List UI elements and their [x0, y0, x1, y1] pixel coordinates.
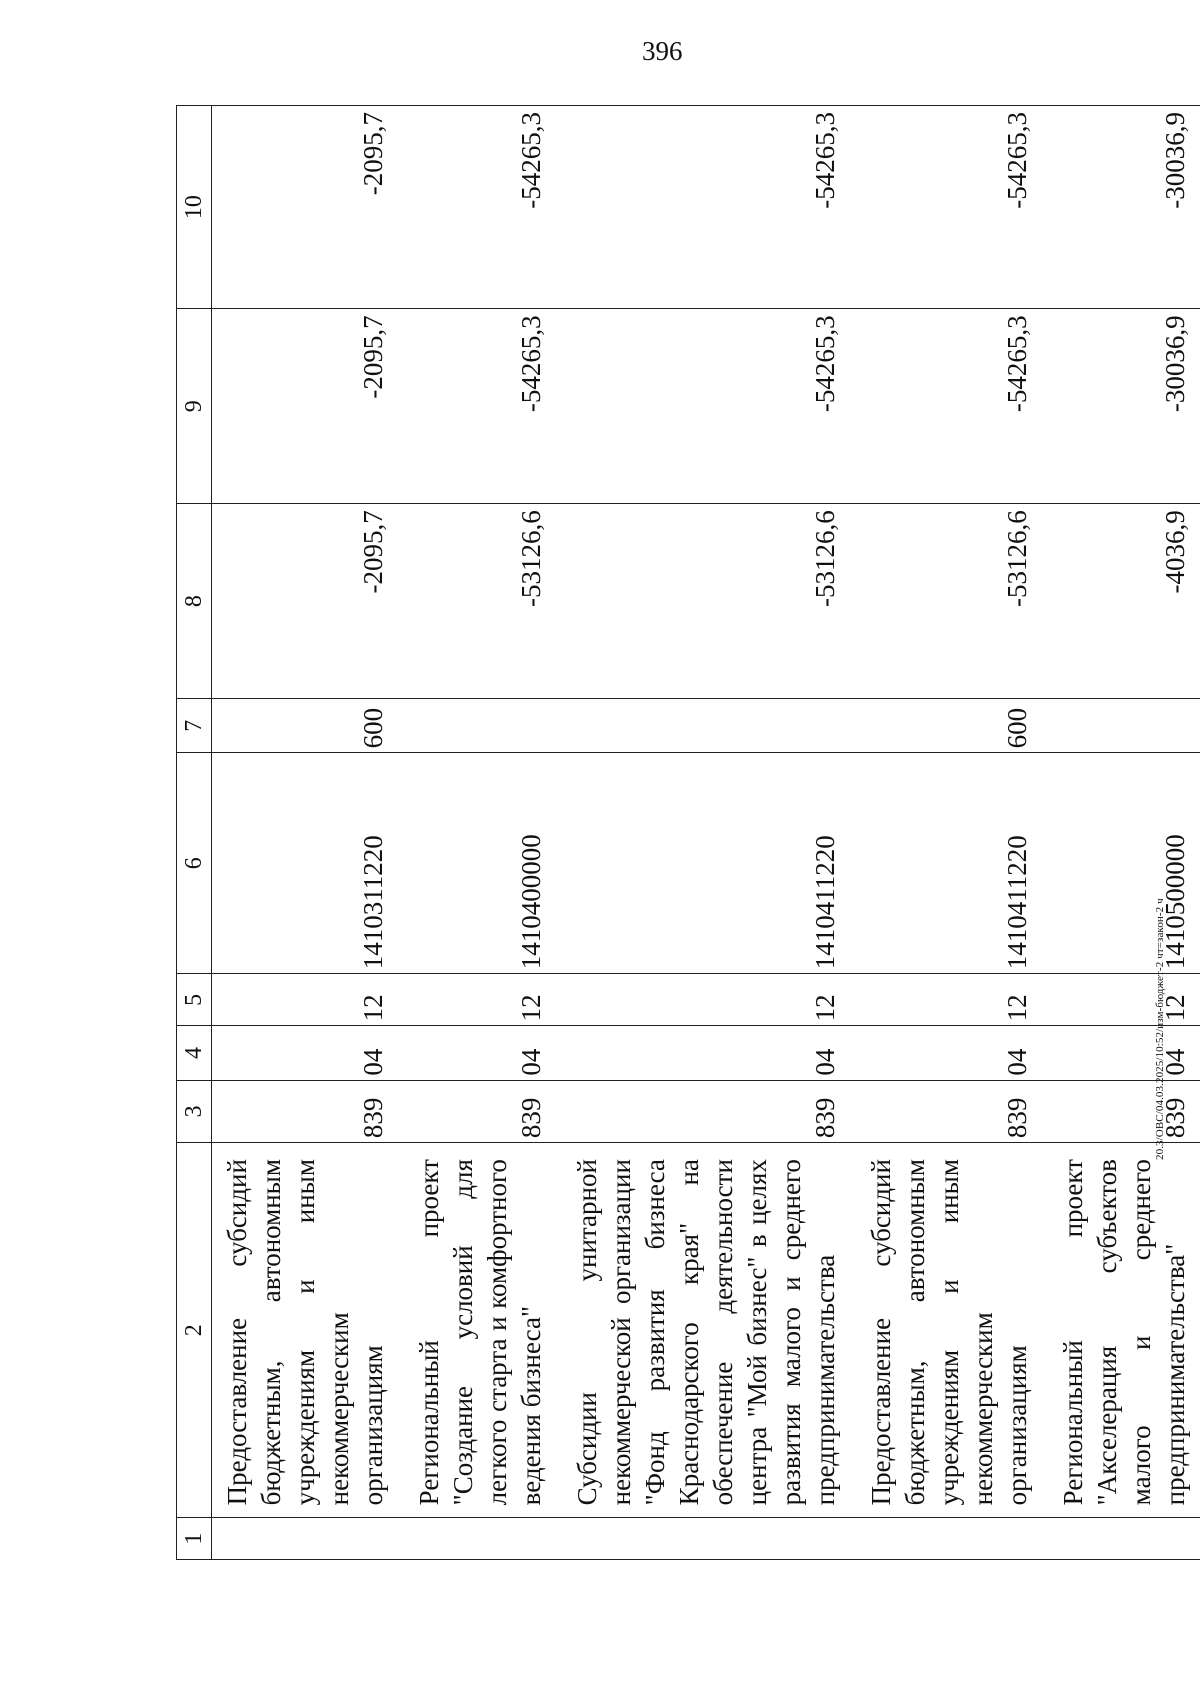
cell-c5: 12: [856, 974, 1048, 1026]
cell-c4: 04: [1048, 1026, 1200, 1080]
table-header-row: [177, 106, 212, 1560]
cell-c10: -54265,3: [562, 106, 856, 309]
table-row: [1048, 106, 1200, 1560]
table-row: [856, 106, 1048, 1560]
table-row: [212, 106, 405, 1560]
cell-description: Региональный проект "Создание условий для легкого старта и комфортного ведения бизнеса": [404, 1143, 562, 1518]
cell-c7: [1048, 699, 1200, 753]
cell-c10: -2095,7: [212, 106, 405, 309]
cell-c8: -2095,7: [212, 504, 405, 699]
column-header: 10: [177, 106, 212, 309]
cell-c7: 600: [856, 699, 1048, 753]
cell-c1: [562, 1518, 856, 1560]
cell-description: Предоставление субсидий бюджетным, автономным учреждениям и иным некоммерческим организациям: [856, 1143, 1048, 1518]
cell-c6: 1410500000: [1048, 753, 1200, 974]
cell-c9: -30036,9: [1048, 309, 1200, 504]
footer-note: 20.3/OBC/04.03.2025/10:52/изм-бюджет-2 чт=закон-2 ч: [1154, 898, 1166, 1160]
cell-c9: -54265,3: [404, 309, 562, 504]
cell-c7: [562, 699, 856, 753]
cell-c3: 839: [856, 1080, 1048, 1143]
cell-c10: -54265,3: [404, 106, 562, 309]
cell-c8: -53126,6: [562, 504, 856, 699]
cell-c7: [404, 699, 562, 753]
cell-c9: -54265,3: [562, 309, 856, 504]
column-header: 5: [177, 974, 212, 1026]
column-header: 6: [177, 753, 212, 974]
cell-c6: 1410411220: [856, 753, 1048, 974]
cell-c3: 839: [1048, 1080, 1200, 1143]
cell-description: Субсидии унитарной некоммерческой организации "Фонд развития бизнеса Краснодарского края" на обеспечение деятельности центра "Мой бизнес" в целях развития малого и среднего предпринимательства: [562, 1143, 856, 1518]
cell-c8: -53126,6: [404, 504, 562, 699]
cell-c3: 839: [212, 1080, 405, 1143]
cell-c9: -54265,3: [856, 309, 1048, 504]
cell-c8: -4036,9: [1048, 504, 1200, 699]
budget-table: [176, 105, 1200, 1560]
cell-c10: -30036,9: [1048, 106, 1200, 309]
cell-c5: 12: [404, 974, 562, 1026]
cell-c5: 12: [212, 974, 405, 1026]
cell-description: Предоставление субсидий бюджетным, автономным учреждениям и иным некоммерческим организациям: [212, 1143, 405, 1518]
cell-c5: 12: [1048, 974, 1200, 1026]
page-number: 396: [642, 36, 683, 66]
cell-c1: [1048, 1518, 1200, 1560]
cell-c4: 04: [212, 1026, 405, 1080]
cell-c8: -53126,6: [856, 504, 1048, 699]
cell-c4: 04: [562, 1026, 856, 1080]
cell-c7: 600: [212, 699, 405, 753]
cell-c3: 839: [404, 1080, 562, 1143]
column-header: 7: [177, 699, 212, 753]
cell-c9: -2095,7: [212, 309, 405, 504]
cell-c4: 04: [856, 1026, 1048, 1080]
cell-c5: 12: [562, 974, 856, 1026]
column-header: 1: [177, 1518, 212, 1560]
column-header: 9: [177, 309, 212, 504]
column-header: 8: [177, 504, 212, 699]
cell-c1: [856, 1518, 1048, 1560]
cell-description: Региональный проект "Акселерация субъектов малого и среднего предпринимательства": [1048, 1143, 1200, 1518]
table-row: [562, 106, 856, 1560]
cell-c1: [404, 1518, 562, 1560]
table-row: [404, 106, 562, 1560]
cell-c6: 1410400000: [404, 753, 562, 974]
cell-c6: 1410411220: [562, 753, 856, 974]
column-header: 2: [177, 1143, 212, 1518]
cell-c10: -54265,3: [856, 106, 1048, 309]
column-header: 3: [177, 1080, 212, 1143]
cell-c4: 04: [404, 1026, 562, 1080]
column-header: 4: [177, 1026, 212, 1080]
cell-c6: 1410311220: [212, 753, 405, 974]
cell-c3: 839: [562, 1080, 856, 1143]
cell-c1: [212, 1518, 405, 1560]
